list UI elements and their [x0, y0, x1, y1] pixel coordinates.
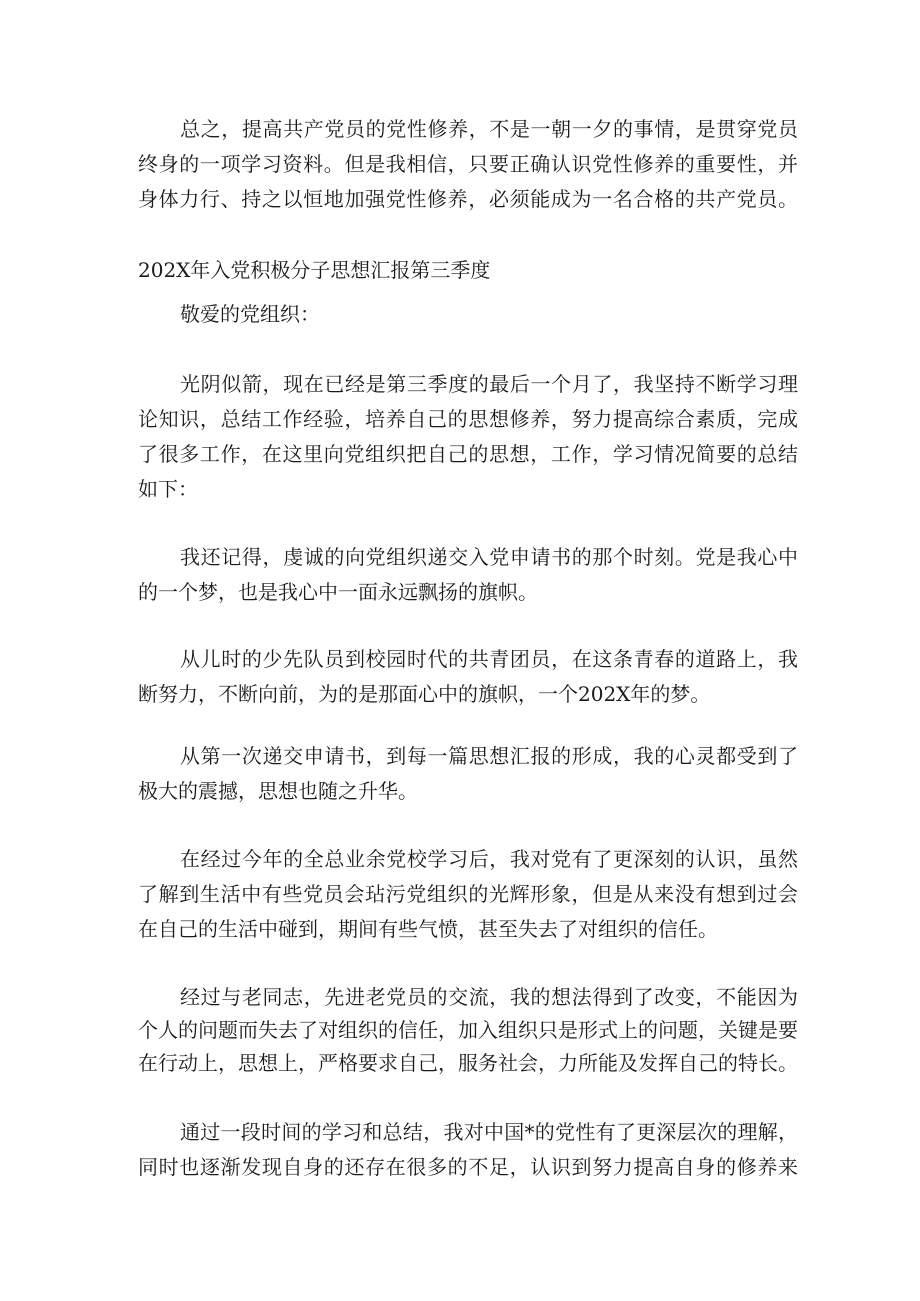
- paragraph-8-line-1: 通过一段时间的学习和总结，我对中国*的党性有了更深层次的理解，: [180, 1120, 798, 1144]
- paragraph-8-line-2: 同时也逐渐发现自身的还存在很多的不足，认识到努力提高自身的修养来: [138, 1155, 798, 1179]
- paragraph-2-line-1: 光阴似箭，现在已经是第三季度的最后一个月了，我坚持不断学习理: [180, 372, 798, 396]
- paragraph-4-line-2: 断努力，不断向前，为的是那面心中的旗帜，一个202X年的梦。: [138, 682, 711, 706]
- salutation: 敬爱的党组织：: [180, 302, 320, 326]
- paragraph-1-line-1: 总之，提高共产党员的党性修养，不是一朝一夕的事情，是贯穿党员: [180, 117, 798, 141]
- paragraph-7-line-2: 个人的问题而失去了对组织的信任，加入组织只是形式上的问题，关键是要: [138, 1018, 798, 1042]
- paragraph-1-line-2: 终身的一项学习资料。但是我相信，只要正确认识党性修养的重要性，并: [138, 152, 798, 176]
- paragraph-4-line-1: 从儿时的少先队员到校园时代的共青团员，在这条青春的道路上，我: [180, 647, 798, 671]
- paragraph-6-line-3: 在自己的生活中碰到，期间有些气愤，甚至失去了对组织的信任。: [138, 917, 718, 941]
- paragraph-7-line-1: 经过与老同志，先进老党员的交流，我的想法得到了改变，不能因为: [180, 985, 798, 1009]
- paragraph-6-line-1: 在经过今年的全总业余党校学习后，我对党有了更深刻的认识，虽然: [180, 847, 798, 871]
- paragraph-2-line-3: 了很多工作，在这里向党组织把自己的思想，工作，学习情况简要的总结: [138, 442, 798, 466]
- paragraph-7-line-3: 在行动上，思想上，严格要求自己，服务社会，力所能及发挥自己的特长。: [138, 1051, 798, 1075]
- paragraph-5-line-2: 极大的震撼，思想也随之升华。: [138, 779, 418, 803]
- paragraph-6-line-2: 了解到生活中有些党员会玷污党组织的光辉形象，但是从来没有想到过会: [138, 882, 798, 906]
- paragraph-5-line-1: 从第一次递交申请书，到每一篇思想汇报的形成，我的心灵都受到了: [180, 744, 798, 768]
- paragraph-2-line-2: 论知识，总结工作经验，培养自己的思想修养，努力提高综合素质，完成: [138, 407, 798, 431]
- paragraph-3-line-2: 的一个梦，也是我心中一面永远飘扬的旗帜。: [138, 580, 538, 604]
- paragraph-3-line-1: 我还记得，虔诚的向党组织递交入党申请书的那个时刻。党是我心中: [180, 545, 798, 569]
- section-title: 202X年入党积极分子思想汇报第三季度: [138, 258, 491, 282]
- paragraph-2-line-4: 如下：: [138, 477, 198, 501]
- paragraph-1-line-3: 身体力行、持之以恒地加强党性修养，必须能成为一名合格的共产党员。: [138, 187, 798, 211]
